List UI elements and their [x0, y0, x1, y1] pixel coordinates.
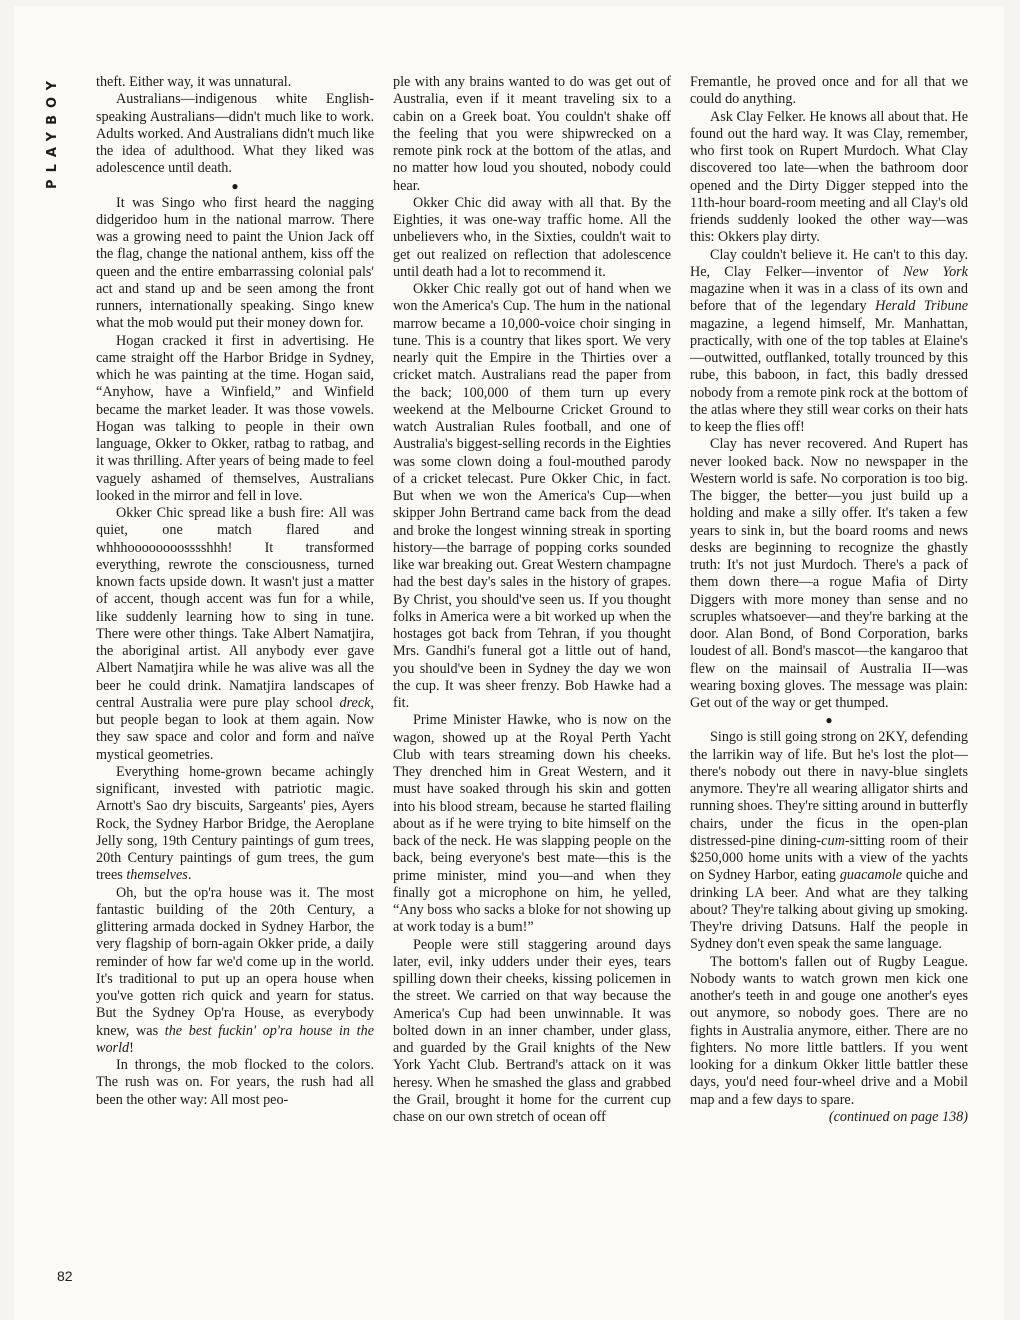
paragraph: Okker Chic spread like a bush fire: All was quiet, one match flared and whhhoooooooosssshhh! It transformed everything, rewrote the consciousness, turned known facts upside down. It wasn't just a matter of accent, though accent was fun for a while, like suddenly learning how to sing in tune. There were other things. Take Albert Namatjira, the aboriginal artist. All anybody ever gave Albert Namatjira while he was alive was all the beer he could drink. Namatjira landscapes of central Australia were pure play school dreck, but people began to look at them again. Now they saw space and color and form and naïve mystical geometries. — [96, 505, 374, 763]
paragraph: Oh, but the op'ra house was it. The most fantastic building of the 20th Century, a glittering armada docked in Sydney Harbor, the very flagship of born-again Okker pride, a daily reminder of how far we'd come up in the world. It's traditional to put up an opera house when you've gotten rich quick and yearn for status. But the Sydney Op'ra House, as everybody knew, was the best fuckin' op'ra house in the world! — [96, 884, 374, 1056]
paragraph: Clay has never recovered. And Rupert has never looked back. Now no newspaper in the Western world is safe. No corporation is too big. The bigger, the better—you just build up a holding and make a silly offer. It's taken a few years to sink in, but the board rooms and news desks are beginning to recognize the ghastly truth: It's not just Murdoch. There's a pack of them down there—a rogue Mafia of Dirty Diggers with more money than sense and no scruples whatsoever—and they're barking at the door. Alan Bond, of Bond Corporation, barks loudest of all. Bond's mascot—the kangaroo that flew on the mainsail of Australia II—was wearing boxing gloves. The message was plain: Get out of the way or get thumped. — [690, 436, 968, 711]
paragraph: theft. Either way, it was unnatural. — [96, 74, 292, 90]
page-number: 82 — [57, 1268, 73, 1284]
section-separator: ● — [231, 178, 239, 193]
paragraph: Hogan cracked it first in advertising. He came straight off the Harbor Bridge in Sydney, which he was painting at the time. Hogan said, “Anyhow, have a Winfield,” and Winfield became the market leader. It was those vowels. Hogan was talking to people in their own language, Okker to Okker, ratbag to ratbag, and it was thrilling. After years of being made to feel vaguely ashamed of themselves, Australians looked in the mirror and fell in love. — [96, 332, 374, 504]
paragraph: It was Singo who first heard the nagging didgeridoo hum in the national marrow. There was a growing need to paint the Union Jack off the flag, change the national anthem, kiss off the queen and the entire embarrassing colonial pals' act and stand up and be seen among the front runners, internationally speaking. Singo knew what the mob would put their money down for. — [96, 194, 374, 332]
paragraph: In throngs, the mob flocked to the colors. The rush was on. For years, the rush had all been the other way: All most peo- — [96, 1057, 374, 1108]
paragraph: Australians—indigenous white English-speaking Australians—didn't much like to work. Adults worked. And Australians didn't much like the idea of adulthood. What they liked was adolescence until death. — [96, 91, 374, 177]
article-column-1 — [96, 74, 374, 1294]
paragraph: Prime Minister Hawke, who is now on the wagon, showed up at the Royal Perth Yacht Club with tears streaming down his cheeks. They drenched him in Great Western, and it must have soaked through his skin and gotten into his blood stream, because he started flailing about as if he were trying to bite himself on the back of the neck. He was slapping people on the back, being everyone's best mate—this is the prime minister, mind you—and when they finally got a microphone on him, he yelled, “Any boss who sacks a bloke for not showing up at work today is a bum!” — [393, 712, 671, 936]
paragraph: Singo is still going strong on 2KY, defending the larrikin way of life. But he's lost the plot—there's nobody out there in navy-blue singlets anymore. They're all wearing alligator shirts and running shoes. They're sitting around in butterfly chairs, under the ficus in the open-plan distressed-pine dining-cum-sitting room of their $250,000 home units with a view of the yachts on Sydney Harbor, eating guacamole quiche and drinking LA beer. And what are they talking about? They're talking about giving up smoking. They're driving Datsuns. Half the people in Sydney don't even speak the same language. — [690, 729, 968, 953]
article-column-2 — [393, 74, 671, 1294]
section-separator: ● — [825, 713, 833, 728]
paragraph: Clay couldn't believe it. He can't to this day. He, Clay Felker—inventor of New York magazine when it was in a class of its own and before that of the legendary Herald Tribune magazine, a legend himself, Mr. Manhattan, practically, with one of the top tables at Elaine's—outwitted, outflanked, totally trounced by this rube, this baboon, in fact, this badly dressed nobody from a remote pink rock at the bottom of the atlas where they still wear corks on their hats to keep the flies off! — [690, 246, 968, 435]
paragraph: People were still staggering around days later, evil, inky udders under their eyes, tears spilling down their cheeks, kissing policemen in the street. We carried on that way because the America's Cup had been unwinnable. It was bolted down in an inner chamber, under glass, and guarded by the Grail knights of the New York Yacht Club. Bertrand's attack on it was heresy. When he smashed the glass and grabbed the Grail, brought it home for the current cup chase on our own stretch of ocean off — [393, 936, 671, 1125]
paragraph: Okker Chic did away with all that. By the Eighties, it was one-way traffic home. All the unbelievers who, in the Sixties, couldn't wait to get out realized on reflection that adolescence until death had a lot to recommend it. — [393, 194, 671, 280]
paragraph: Okker Chic really got out of hand when we won the America's Cup. The hum in the national marrow became a 10,000-voice choir singing in tune. This is a country that likes sport. We very nearly quit the Empire in the Thirties over a cricket match. Australians read the paper from the back; 100,000 of them turn up every weekend at the Melbourne Cricket Ground to watch Australian Rules football, and one of Australia's biggest-selling records in the Eighties was some clown doing a foul-mouthed parody of a cricket telecast. Pure Okker Chic, in fact. But when we won the America's Cup—when skipper John Bertrand came back from the dead and broke the longest winning streak in sporting history—the barrage of popping corks sounded like war breaking out. Great Western champagne had the best day's sales in the history of grapes. By Christ, you should've seen us. If you thought folks in America were a bit worked up when the hostages got back from Tehran, if you thought Mrs. Gandhi's funeral got a little out of hand, you should've been in Sydney the day we won the cup. It was sheer frenzy. Bob Hawke had a fit. — [393, 281, 671, 711]
paragraph: Ask Clay Felker. He knows all about that. He found out the hard way. It was Clay, remember, who first took on Rupert Murdoch. What Clay discovered too late—when the bathroom door opened and the Dirty Digger stepped into the 11th-hour board-room meeting and all Clay's old friends suddenly looked the other way—was this: Okkers play dirty. — [690, 108, 968, 246]
article-column-3 — [690, 74, 968, 1294]
paragraph: The bottom's fallen out of Rugby League. Nobody wants to watch grown men kick one another's teeth in and gouge one another's eyes out anymore, so nobody goes. There are no fights in Australia anymore, either. There are no fighters. No more little battlers. If you went looking for a dinkum Okker little battler these days, you'd need four-wheel drive and a Mobil map and a few days to spare. — [690, 953, 968, 1108]
paragraph: Everything home-grown became achingly significant, invested with patriotic magic. Arnott's Sao dry biscuits, Sargeants' pies, Ayers Rock, the Sydney Harbor Bridge, the Aeroplane Jelly song, 19th Century paintings of gum trees, 20th Century paintings of gum trees, the gum trees themselves. — [96, 763, 374, 884]
magazine-page — [14, 6, 1004, 1320]
continued-note: (continued on page 138) — [828, 1108, 968, 1125]
masthead: PLAYBOY — [45, 74, 60, 189]
paragraph: Fremantle, he proved once and for all that we could do anything. — [690, 74, 968, 108]
paragraph: ple with any brains wanted to do was get out of Australia, even if it meant traveling six to a cabin on a Greek boat. You couldn't shake off the feeling that you were shipwrecked on a remote pink rock at the bottom of the atlas, and no matter how loud you shouted, nobody could hear. — [393, 74, 671, 194]
